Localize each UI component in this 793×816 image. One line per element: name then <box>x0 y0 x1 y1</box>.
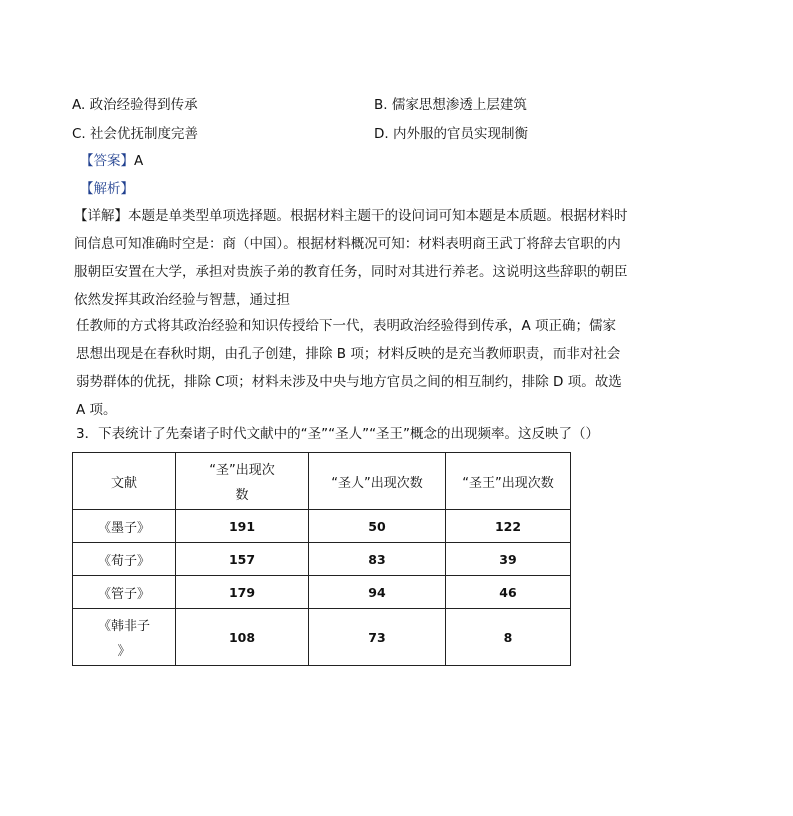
header-document: 文献 <box>73 453 176 510</box>
option-a: A. 政治经验得到传承 <box>72 97 198 113</box>
row-name-line1: 《韩非子 <box>97 619 150 634</box>
header-sheng-line2: 数 <box>235 488 249 503</box>
option-d: D. 内外服的官员实现制衡 <box>374 126 528 142</box>
explanation-line: 间信息可知准确时空是：商（中国）。根据材料概况可知：材料表明商王武丁将辞去官职的内 <box>74 236 621 252</box>
table-row <box>73 543 571 576</box>
explanation-line: 依然发挥其政治经验与智慧，通过担 <box>74 292 290 308</box>
explanation-line: 服朝臣安置在大学，承担对贵族子弟的教育任务，同时对其进行养老。这说明这些辞职的朝臣 <box>74 264 628 280</box>
row-name: 《管子》 <box>73 576 176 609</box>
table-row <box>73 510 571 543</box>
explanation-line: A 项。 <box>76 402 117 418</box>
row-shengwang: 8 <box>446 609 571 666</box>
option-c: C. 社会优抚制度完善 <box>72 126 199 142</box>
row-sheng: 157 <box>176 543 309 576</box>
answer-value: A <box>134 153 144 169</box>
explanation-block-2 <box>76 312 666 424</box>
row-shengwang: 46 <box>446 576 571 609</box>
question-3: 3．下表统计了先秦诸子时代文献中的“圣”“圣人”“圣王”概念的出现频率。这反映了（） <box>76 426 600 442</box>
row-shengren: 94 <box>309 576 446 609</box>
row-sheng: 179 <box>176 576 309 609</box>
row-sheng: 108 <box>176 609 309 666</box>
row-shengren: 83 <box>309 543 446 576</box>
row-name: 《荀子》 <box>73 543 176 576</box>
header-sheng <box>176 453 309 510</box>
row-name <box>73 609 176 666</box>
table-header-row <box>73 453 571 510</box>
explanation-line: 思想出现是在春秋时期，由孔子创建，排除 B 项；材料反映的是充当教师职责，而非对社会 <box>76 346 621 362</box>
row-shengren: 73 <box>309 609 446 666</box>
row-shengwang: 39 <box>446 543 571 576</box>
header-shengwang: “圣王”出现次数 <box>446 453 571 510</box>
header-shengren: “圣人”出现次数 <box>309 453 446 510</box>
row-name: 《墨子》 <box>73 510 176 543</box>
row-shengren: 50 <box>309 510 446 543</box>
row-sheng: 191 <box>176 510 309 543</box>
explanation-line: 任教师的方式将其政治经验和知识传授给下一代，表明政治经验得到传承，A 项正确；儒家 <box>76 318 617 334</box>
option-b: B. 儒家思想渗透上层建筑 <box>374 97 527 113</box>
explanation-line: 【详解】本题是单类型单项选择题。根据材料主题干的设问词可知本题是本质题。根据材料时 <box>74 208 628 224</box>
table-row <box>73 576 571 609</box>
frequency-table <box>72 452 571 666</box>
analysis-label: 【解析】 <box>80 181 134 197</box>
answer-label: 【答案】 <box>80 153 134 169</box>
explanation-block-1 <box>74 202 664 314</box>
explanation-line: 弱势群体的优抚，排除 C项；材料未涉及中央与地方官员之间的相互制约，排除 D 项。故选 <box>76 374 622 390</box>
table-row <box>73 609 571 666</box>
header-sheng-line1: “圣”出现次 <box>209 463 275 478</box>
row-shengwang: 122 <box>446 510 571 543</box>
row-name-line2: 》 <box>117 644 131 659</box>
answer-line <box>80 151 143 171</box>
